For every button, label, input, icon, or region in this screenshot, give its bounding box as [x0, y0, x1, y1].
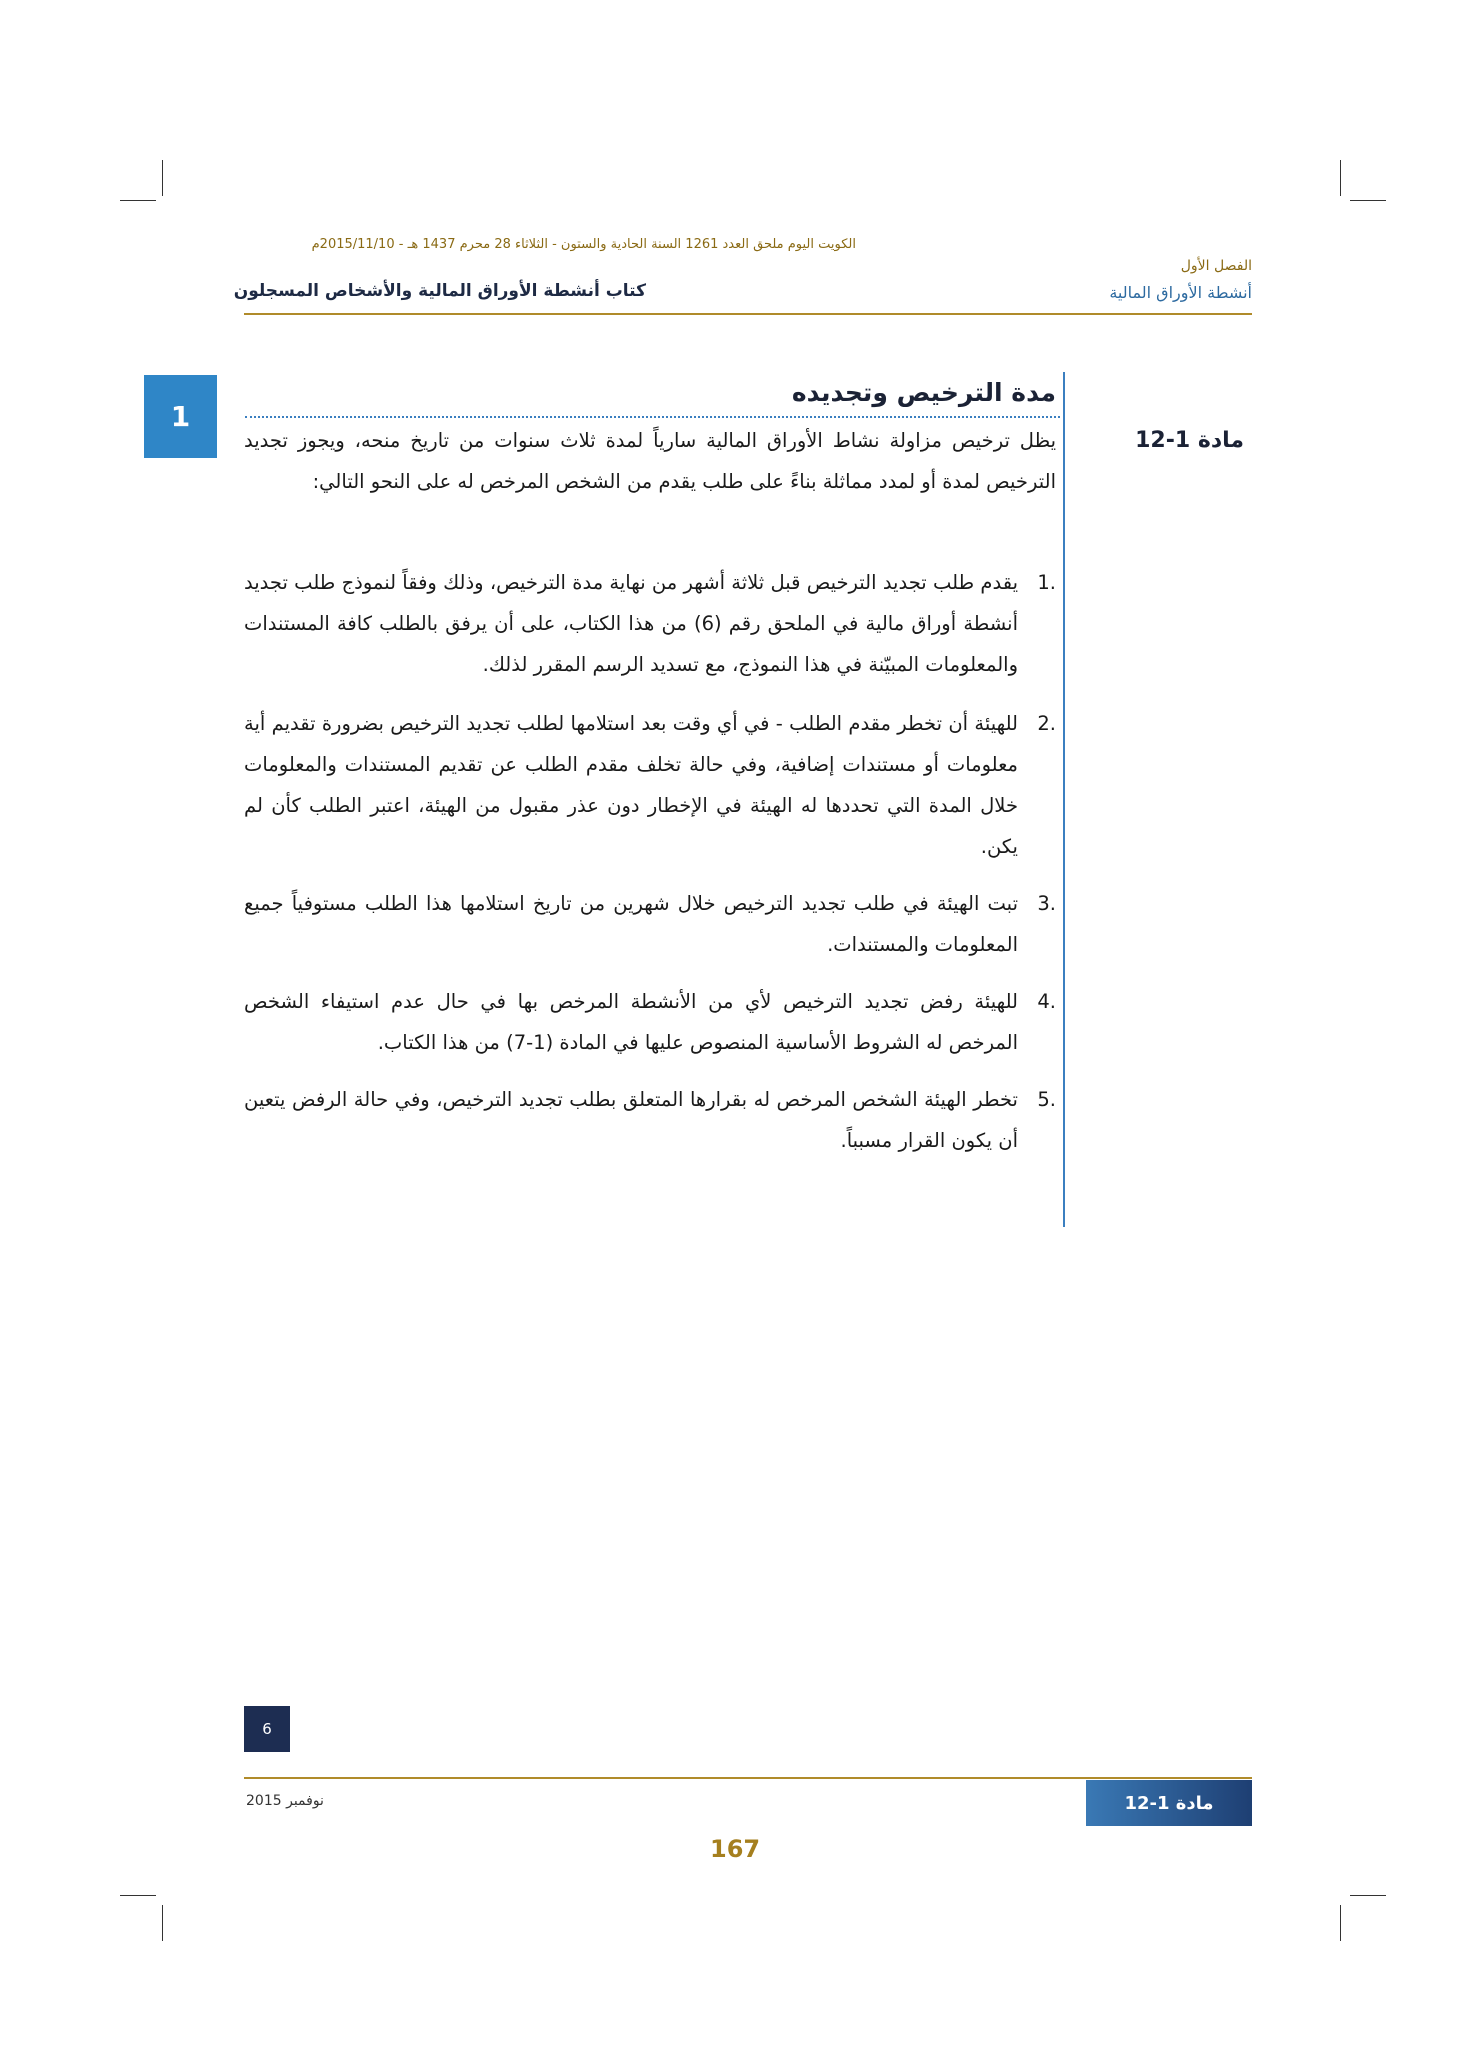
gazette-page-number: 167	[710, 1835, 761, 1863]
crop-mark	[1340, 1905, 1341, 1941]
article-items	[244, 562, 1056, 1161]
footer-divider	[244, 1777, 1252, 1779]
crop-mark	[120, 200, 156, 201]
item-text: تبت الهيئة في طلب تجديد الترخيص خلال شهرين من تاريخ استلامها هذا الطلب مستوفياً جميع المعلومات والمستندات.	[244, 892, 1018, 956]
content-vertical-rule	[1063, 372, 1065, 1227]
crop-mark	[1340, 160, 1341, 196]
article-title: مدة الترخيص وتجديده	[791, 378, 1056, 407]
inner-page-number: 6	[244, 1706, 290, 1752]
item-text: للهيئة رفض تجديد الترخيص لأي من الأنشطة المرخص بها في حال عدم استيفاء الشخص المرخص له الشروط الأساسية المنصوص عليها في المادة (1-7) من هذا الكتاب.	[244, 990, 1018, 1054]
crop-mark	[1350, 1895, 1386, 1896]
chapter-tab: 1	[144, 375, 217, 458]
chapter-label: الفصل الأول	[1180, 258, 1252, 274]
list-item	[244, 981, 1056, 1063]
crop-mark	[162, 160, 163, 196]
list-item	[244, 1079, 1056, 1161]
item-number: .2	[1037, 712, 1056, 735]
title-dotted-rule	[245, 416, 1060, 418]
crop-mark	[120, 1895, 156, 1896]
header-divider	[244, 313, 1252, 315]
list-item	[244, 883, 1056, 965]
article-label: مادة 1-12	[1135, 428, 1244, 453]
item-number: .5	[1037, 1088, 1056, 1111]
item-text: تخطر الهيئة الشخص المرخص له بقرارها المتعلق بطلب تجديد الترخيص، وفي حالة الرفض يتعين أن يكون القرار مسبباً.	[244, 1088, 1018, 1152]
item-text: يقدم طلب تجديد الترخيص قبل ثلاثة أشهر من نهاية مدة الترخيص، وذلك وفقاً لنموذج طلب تجديد أنشطة أوراق مالية في الملحق رقم (6) من هذا الكتاب، على أن يرفق بالطلب كافة المستندات والمعلومات المبيّنة في هذا النموذج، مع تسديد الرسم المقرر لذلك.	[244, 571, 1019, 676]
item-text: للهيئة أن تخطر مقدم الطلب - في أي وقت بعد استلامها لطلب تجديد الترخيص بضرورة تقديم أية معلومات أو مستندات إضافية، وفي حالة تخلف مقدم الطلب عن تقديم المستندات والمعلومات خلال المدة التي تحددها له الهيئة في الإخطار دون عذر مقبول من الهيئة، اعتبر الطلب كأن لم يكن.	[244, 712, 1018, 858]
section-label: أنشطة الأوراق المالية	[1109, 283, 1252, 302]
item-number: .1	[1037, 571, 1056, 594]
book-title: كتاب أنشطة الأوراق المالية والأشخاص المسجلون	[233, 281, 646, 301]
footer-date: نوفمبر 2015	[246, 1793, 324, 1809]
article-intro: يظل ترخيص مزاولة نشاط الأوراق المالية سارياً لمدة ثلاث سنوات من تاريخ منحه، ويجوز تجديد الترخيص لمدة أو لمدد مماثلة بناءً على طلب يقدم من الشخص المرخص له على النحو التالي:	[244, 429, 1056, 493]
item-number: .4	[1037, 990, 1056, 1013]
crop-mark	[162, 1905, 163, 1941]
gazette-line: الكويت اليوم ملحق العدد 1261 السنة الحادية والستون - الثلاثاء 28 محرم 1437 هـ - 2015/11/10م	[311, 237, 856, 252]
list-item	[244, 703, 1056, 867]
footer-article-label: مادة 1-12	[1086, 1780, 1252, 1826]
item-number: .3	[1037, 892, 1056, 915]
list-item	[244, 562, 1056, 685]
crop-mark	[1350, 200, 1386, 201]
